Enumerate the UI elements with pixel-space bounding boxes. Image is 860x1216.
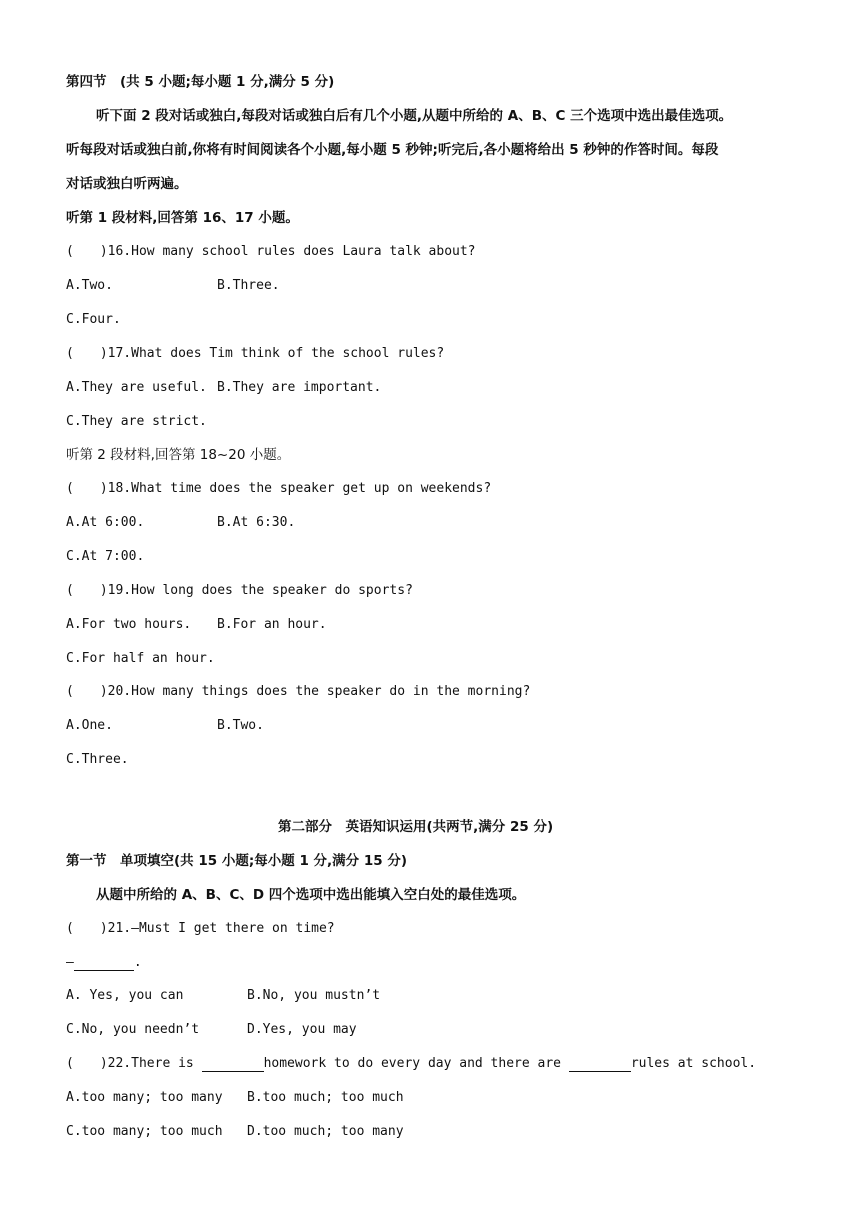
question-21-option-d: D.Yes, you may	[247, 1022, 357, 1037]
question-19-option-a: A.For two hours.	[66, 617, 192, 632]
question-17-option-b: B.They are important.	[217, 380, 382, 395]
question-22-option-b: B.too much; too much	[247, 1090, 404, 1105]
question-20-option-c: C.Three.	[66, 752, 129, 767]
question-16-stem: ( )16.How many school rules does Laura talk about?	[66, 244, 476, 259]
question-22-stem	[66, 1056, 756, 1072]
dash: —	[66, 955, 74, 970]
part2-section1-instructions: 从题中所给的 A、B、C、D 四个选项中选出能填入空白处的最佳选项。	[96, 887, 526, 903]
question-21-stem: ( )21.—Must I get there on time?	[66, 921, 335, 936]
question-20-stem: ( )20.How many things does the speaker do in the morning?	[66, 684, 531, 699]
part2-section1-title: 第一节 单项填空(共 15 小题;每小题 1 分,满分 15 分)	[66, 853, 408, 869]
question-19-option-b: B.For an hour.	[217, 617, 327, 632]
question-16-option-c: C.Four.	[66, 312, 121, 327]
question-18-stem: ( )18.What time does the speaker get up on weekends?	[66, 481, 492, 496]
question-21-option-a: A. Yes, you can	[66, 988, 184, 1003]
question-16-option-b: B.Three.	[217, 278, 280, 293]
question-17-stem: ( )17.What does Tim think of the school rules?	[66, 346, 445, 361]
q22-stem-part2: homework to do every day and there are	[263, 1056, 569, 1071]
question-22-option-c: C.too many; too much	[66, 1124, 223, 1139]
question-20-option-a: A.One.	[66, 718, 113, 733]
question-19-option-c: C.For half an hour.	[66, 651, 215, 666]
section4-instruction-line1: 听下面 2 段对话或独白,每段对话或独白后有几个小题,从题中所给的 A、B、C 三个选项中选出最佳选项。	[96, 108, 733, 124]
question-20-option-b: B.Two.	[217, 718, 264, 733]
period: .	[133, 955, 142, 970]
question-16-option-a: A.Two.	[66, 278, 113, 293]
question-18-option-c: C.At 7:00.	[66, 549, 145, 564]
material2-heading: 听第 2 段材料,回答第 18~20 小题。	[66, 447, 291, 463]
q22-stem-part3: rules at school.	[630, 1056, 757, 1071]
section4-title: 第四节 (共 5 小题;每小题 1 分,满分 5 分)	[66, 74, 335, 90]
section4-instruction-line2: 听每段对话或独白前,你将有时间阅读各个小题,每小题 5 秒钟;听完后,各小题将给出 5 秒钟的作答时间。每段	[66, 142, 719, 158]
material1-heading: 听第 1 段材料,回答第 16、17 小题。	[66, 210, 299, 226]
answer-blank	[569, 1059, 631, 1072]
part2-title: 第二部分 英语知识运用(共两节,满分 25 分)	[278, 819, 554, 835]
question-18-option-a: A.At 6:00.	[66, 515, 145, 530]
question-21-option-b: B.No, you mustn’t	[247, 988, 381, 1003]
q22-stem-part1: ( )22.There is	[66, 1056, 202, 1071]
section4-instruction-line3: 对话或独白听两遍。	[66, 176, 188, 192]
question-18-option-b: B.At 6:30.	[217, 515, 296, 530]
question-22-option-d: D.too much; too many	[247, 1124, 404, 1139]
answer-blank	[74, 958, 134, 971]
question-17-option-a: A.They are useful.	[66, 380, 207, 395]
answer-blank	[202, 1059, 264, 1072]
question-21-answer-line	[66, 955, 142, 971]
question-22-option-a: A.too many; too many	[66, 1090, 223, 1105]
question-21-option-c: C.No, you needn’t	[66, 1022, 200, 1037]
question-19-stem: ( )19.How long does the speaker do sports?	[66, 583, 413, 598]
question-17-option-c: C.They are strict.	[66, 414, 207, 429]
